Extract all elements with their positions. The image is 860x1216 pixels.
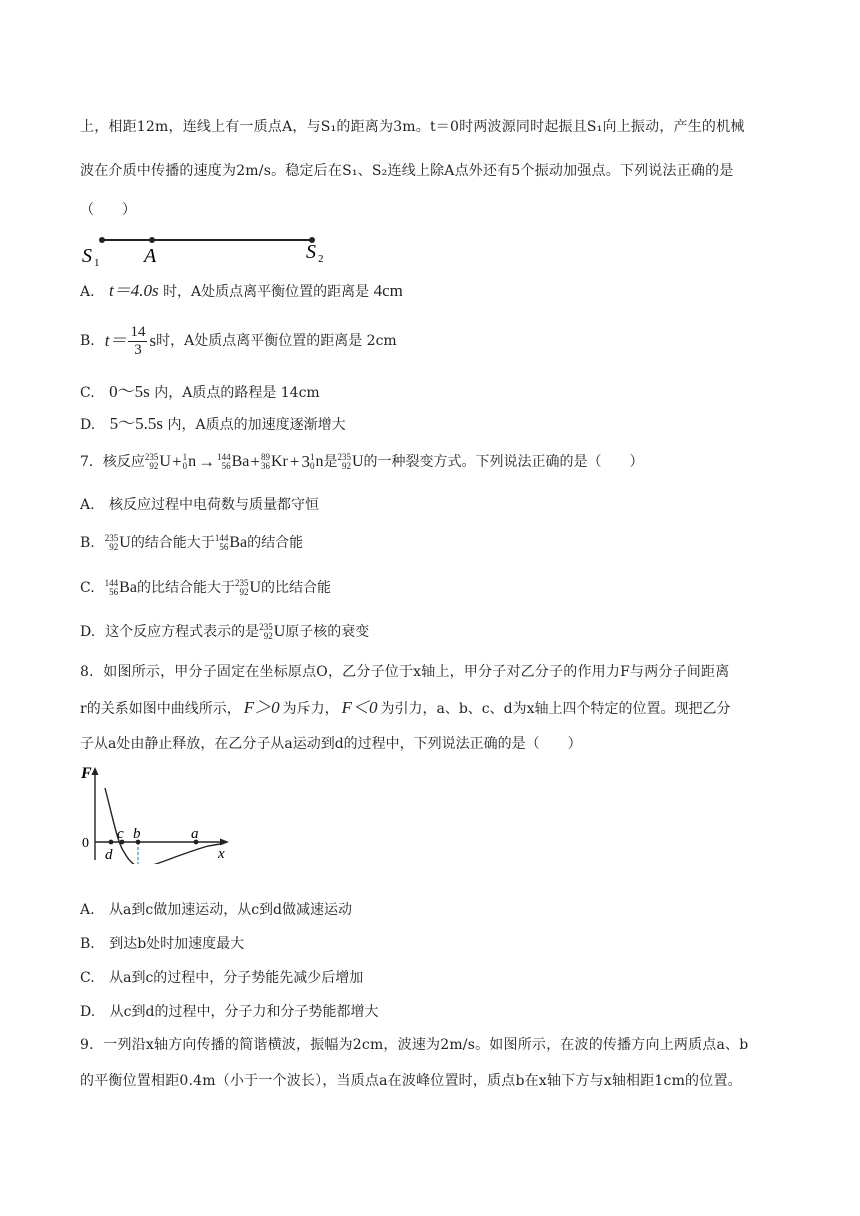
option-text: 的比结合能大于 [136, 580, 235, 596]
option-text: 从a到c的过程中，分子势能先减少后增加 [109, 970, 364, 986]
option-text: 时，A处质点离平衡位置的距离是 2cm [156, 333, 397, 349]
nuclide-u235: 235 92 U [104, 533, 131, 552]
q8-option-a [80, 900, 352, 920]
option-text: 的结合能大于 [130, 535, 215, 551]
option-text: 时，A处质点离平衡位置的距离是 [163, 284, 370, 300]
nuclide-ba144: 144 56 Ba [214, 533, 248, 552]
q7-stem: 7．核反应 235 92 U + 1 0 n → 144 56 Ba + 89 36 Kr + 3 1 0 n 是 235 92 U 的一种裂变方式。下列说法正确的是（ ） [80, 452, 644, 471]
nuclide-u235-ref: 235 92 U [337, 452, 364, 471]
q7-option-a [80, 495, 319, 515]
label-s2: S [306, 241, 316, 263]
x-axis-arrow [220, 839, 229, 846]
option-text: 从a到c做加速运动，从c到d做减速运动 [109, 902, 353, 918]
q8-option-d [80, 1002, 378, 1022]
q7-mid: 是 [323, 454, 338, 470]
option-math: t＝4.0s [109, 281, 159, 300]
q7-suffix: 的一种裂变方式。下列说法正确的是（ ） [363, 454, 644, 470]
label-s1-sub: 1 [94, 257, 100, 269]
point-d [109, 840, 114, 845]
nuclide-ba144: 144 56 Ba [104, 578, 137, 597]
option-letter: D. [80, 624, 96, 640]
option-value: 4cm [373, 281, 403, 300]
q6-option-b [80, 321, 397, 361]
q8-stem-line-2: r的关系如图中曲线所示， F＞0 为斥力， F＜0 为引力，a、b、c、d为x轴上四个特定的位置。现把乙分 [80, 698, 731, 717]
option-letter: C. [80, 970, 95, 986]
fraction-14-3 [128, 324, 147, 359]
label-F: F [81, 765, 92, 782]
label-x: x [218, 846, 225, 862]
option-math: 0～5s [109, 382, 150, 401]
q7-option-c [80, 578, 331, 598]
q8-option-c [80, 968, 363, 988]
option-text: 内，A质点的加速度逐渐增大 [167, 417, 346, 433]
q7-option-b [80, 533, 303, 553]
option-unit: s [149, 331, 157, 350]
option-letter: B. [80, 333, 95, 349]
nuclide-neutron: 1 0 n [182, 452, 197, 471]
q8-force-distance-graph [78, 764, 238, 864]
label-s1: S [82, 245, 92, 267]
option-text: 这个反应方程式表示的是 [105, 624, 260, 640]
nuclide-u235: 235 92 U [144, 452, 171, 471]
nuclide-kr89: 89 36 Kr [260, 452, 288, 471]
nuclide-u235: 235 92 U [259, 622, 286, 641]
y-axis-arrow [92, 767, 99, 775]
q8-stem-line-3: 子从a处由静止释放，在乙分子从a运动到d的过程中，下列说法正确的是（ ） [80, 736, 582, 752]
coefficient-3: 3 [301, 452, 310, 471]
label-a: A [144, 245, 157, 267]
label-a: a [191, 826, 199, 842]
label-s2-sub: 2 [318, 253, 324, 265]
q6-stem-line-1: 上，相距12m，连线上有一质点A，与S₁的距离为3m。t＝0时两波源同时起振且S₁向上振动，产生的机械 [80, 119, 745, 135]
option-letter: C. [80, 385, 95, 401]
option-text-end: 原子核的衰变 [285, 624, 370, 640]
option-text: 从c到d的过程中，分子力和分子势能都增大 [109, 1004, 379, 1020]
option-letter: A. [80, 284, 95, 300]
option-letter: B. [80, 535, 95, 551]
option-math: 5～5.5s [109, 414, 164, 433]
option-letter: D. [80, 417, 96, 433]
q6-answer-paren: （ ） [80, 202, 136, 218]
q6-option-d [80, 414, 346, 435]
q8-stem-line-1: 8．如图所示，甲分子固定在坐标原点O，乙分子位于x轴上，甲分子对乙分子的作用力F与两分子间距离 [80, 664, 730, 680]
fraction-numerator: 14 [130, 323, 146, 340]
nuclide-neutron-2: 1 0 n [309, 452, 324, 471]
point-a [149, 237, 155, 243]
nuclide-ba144: 144 56 Ba [217, 452, 250, 471]
s1-point [99, 237, 105, 243]
option-text: 内，A质点的路程是 14cm [154, 385, 320, 401]
option-letter: C. [80, 580, 95, 596]
option-letter: A. [80, 497, 95, 513]
option-text: 核反应过程中电荷数与质量都守恒 [109, 497, 320, 513]
option-letter: D. [80, 1004, 96, 1020]
option-letter: B. [80, 936, 95, 952]
option-text: 到达b处时加速度最大 [109, 936, 245, 952]
option-math-t: t＝ [104, 331, 127, 350]
fraction-denominator: 3 [134, 341, 142, 358]
option-text-end: 的结合能 [247, 535, 304, 551]
option-text-end: 的比结合能 [261, 580, 332, 596]
q9-stem-line-2: 的平衡位置相距0.4m（小于一个波长），当质点a在波峰位置时，质点b在x轴下方与x轴相距1cm的位置。 [80, 1073, 742, 1089]
label-zero: 0 [82, 836, 89, 851]
label-d: d [105, 847, 113, 863]
label-b: b [133, 826, 141, 842]
q9-stem-line-1: 9．一列沿x轴方向传播的简谐横波，振幅为2cm，波速为2m/s。如图所示，在波的传播方向上两质点a、b [80, 1037, 749, 1053]
label-c: c [117, 826, 124, 842]
q6-stem-line-2: 波在介质中传播的速度为2m/s。稳定后在S₁、S₂连线上除A点外还有5个振动加强点。下列说法正确的是 [80, 163, 734, 179]
nuclide-u235: 235 92 U [234, 578, 262, 597]
option-letter: A. [80, 902, 95, 918]
q7-option-d [80, 622, 369, 642]
q6-option-a [80, 281, 403, 302]
q6-wave-source-figure [80, 228, 340, 270]
q8-option-b [80, 934, 244, 954]
q7-prefix: 7．核反应 [80, 454, 145, 470]
q6-option-c [80, 382, 320, 403]
